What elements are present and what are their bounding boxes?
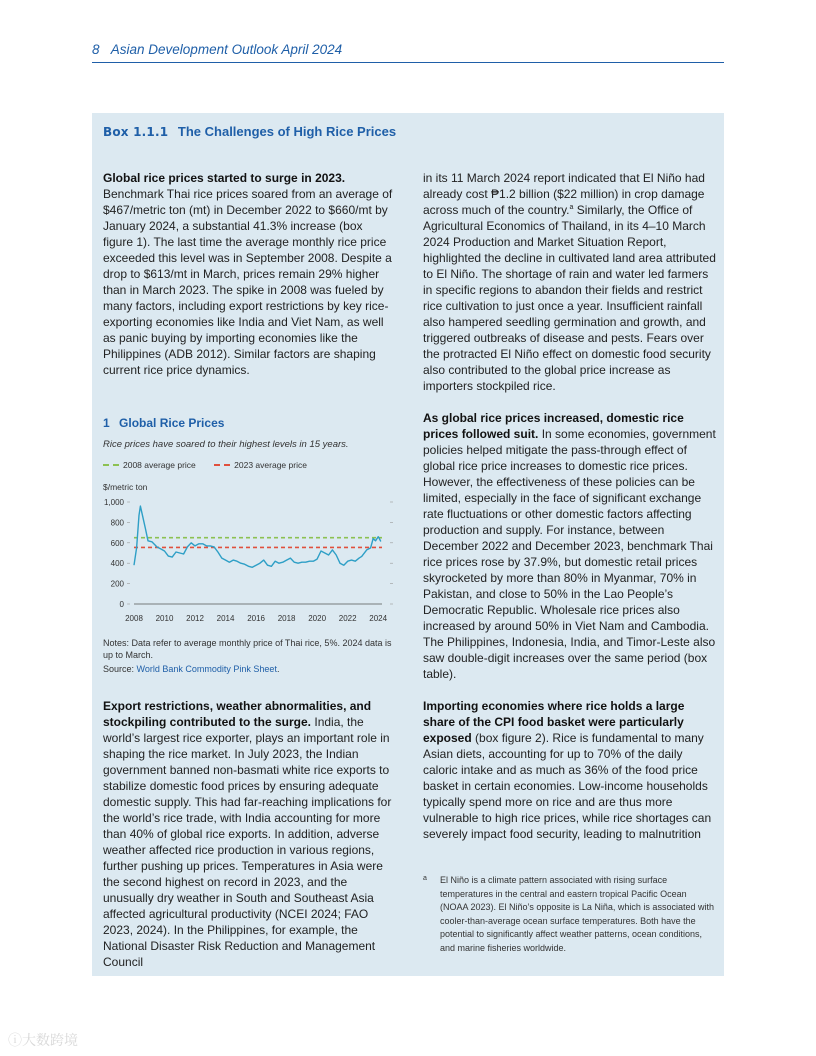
y-tick-label: 800 [110, 518, 124, 528]
legend-item [103, 460, 196, 470]
watermark: ⓘ大数跨境 [8, 1032, 78, 1048]
paragraph [103, 170, 393, 378]
box-heading: The Challenges of High Rice Prices [177, 124, 397, 139]
x-tick-label: 2016 [247, 614, 265, 623]
y-axis-unit: $/metric ton [103, 482, 148, 492]
chart-legend [103, 458, 323, 470]
paragraph-lead: Export restrictions, weather abnormalities, and stockpiling contributed to the surge. [103, 699, 372, 729]
legend-label: 2008 average price [123, 460, 196, 470]
y-tick-label: 600 [110, 538, 124, 548]
paragraph-text: (box figure 2). Rice is fundamental to many Asian diets, accounting for up to 70% of the daily caloric intake and as much as 36% of the food price basket in certain economies. Low-income households typically spend more on rice and are thus more vulnerable to high rice prices, while rice shortages can severely impact food security, leading to malnutrition [423, 731, 712, 841]
paragraph-lead: Global rice prices started to surge in 2023. [103, 171, 346, 185]
figure-number: 1 [103, 416, 110, 430]
paragraph-text: Similarly, the Office of Agricultural Economics of Thailand, in its 4–10 March 2024 Production and Market Situation Report, highlighted the decline in cultivated land area attributed to El Niño. The shortage of rain and water led farmers in specific regions to abandon their fields and restrict rice cultivation to just once a year. Insufficient rainfall also hampered seedling germination and growth, and triggered outbreaks of disease and pests. Fears over the protracted El Niño effect on domestic food security also contributed to the global price increase as importers stockpiled rice. [423, 203, 716, 393]
x-tick-label: 2010 [155, 614, 174, 623]
paragraph-text: In some economies, government policies helped mitigate the pass-through effect of global rice price increases to domestic rice prices. However, the effectiveness of these policies can be limited, especially in the face of significant exchange rate fluctuations or other domestic factors affecting production and supply. For instance, between December 2022 and December 2023, benchmark Thai rice prices rose by 37.9%, but domestic retail prices skyrocketed by more than 80% in Myanmar, 70% in Pakistan, and close to 50% in the Lao People’s Democratic Republic. Wholesale rice prices also increased by around 50% in Viet Nam and Cambodia. The Philippines, Indonesia, India, and Timor-Leste also saw double-digit increases over the same period (box table). [423, 427, 716, 681]
header-divider [92, 62, 724, 63]
left-column-top [103, 170, 393, 378]
footnote-ref[interactable]: a [569, 204, 574, 211]
paragraph [423, 170, 717, 394]
paragraph [423, 410, 717, 682]
x-tick-label: 2008 [125, 614, 143, 623]
paragraph [103, 698, 393, 970]
running-header [92, 42, 724, 57]
figure-subtitle: Rice prices have soared to their highest levels in 15 years. [103, 439, 349, 450]
y-tick-label: 400 [110, 559, 124, 569]
x-tick-label: 2018 [277, 614, 296, 623]
series-line [134, 506, 381, 567]
footnote-mark: a [423, 875, 427, 882]
x-tick-label: 2012 [186, 614, 204, 623]
legend-label: 2023 average price [234, 460, 307, 470]
footnote-text: El Niño is a climate pattern associated with rising surface temperatures in the central and eastern tropical Pacific Ocean (NOAA 2023). El Niño’s opposite is La Niña, which is associated with cooler-than-average ocean surface temperatures. Both have the potential to significantly affect weather patterns, ocean conditions, and marine fisheries worldwide. [440, 875, 714, 953]
x-tick-label: 2014 [216, 614, 235, 623]
paragraph-lead: As global rice prices increased, domestic rice prices followed suit. [423, 411, 684, 441]
legend-item [214, 460, 307, 470]
x-tick-label: 2024 [369, 614, 388, 623]
page-number: 8 [92, 42, 100, 57]
paragraph [423, 698, 717, 842]
paragraph-text: Benchmark Thai rice prices soared from an average of $467/metric ton (mt) in December 2022 to $660/mt by January 2024, a substantial 41.3% increase (box figure 1). The last time the average monthly rice price exceeded this level was in September 2008. Despite a drop to $613/mt in March, prices remain 29% higher than in March 2023. The spike in 2008 was fueled by many factors, including export restrictions by key rice-exporting economies like India and Viet Nam, as well as panic buying by importing economies like the Philippines (ADB 2012). Similar factors are shaping current rice price dynamics. [103, 187, 393, 377]
figure-notes [103, 637, 393, 677]
footnote [423, 874, 717, 955]
publication-title: Asian Development Outlook April 2024 [110, 42, 343, 57]
figure-heading: Global Rice Prices [119, 416, 225, 430]
legend-swatch-red [214, 464, 230, 466]
y-tick-label: 200 [110, 579, 124, 589]
figure-title [103, 416, 224, 430]
paragraph-text: India, the world’s largest rice exporter, plays an important role in shaping the rice market. In July 2023, the Indian government banned non-basmati white rice exports to stabilize domestic food prices by ensuring adequate domestic supply. This had far-reaching implications for the world’s rice trade, with India accounting for more than 40% of global rice exports. In addition, adverse weather affected rice production in various regions, further pushing up prices. Temperatures in Asia were the second highest on record in 2023, and the unusually dry weather in South and Southeast Asia affected agricultural productivity (NCEI 2024; FAO 2023, 2024). In the Philippines, for example, the National Disaster Risk Reduction and Management Council [103, 715, 392, 969]
x-tick-label: 2020 [308, 614, 327, 623]
box-title [103, 124, 396, 139]
source-end: . [276, 664, 280, 674]
box-code: Box 1.1.1 [103, 125, 169, 139]
source-line [103, 663, 393, 675]
y-tick-label: 1,000 [103, 498, 124, 507]
source-label: Source: [103, 664, 135, 674]
y-tick-label: 0 [119, 600, 124, 609]
paragraph-text: in its 11 March 2024 report indicated that El Niño had already cost ₱1.2 billion ($22 million) in crop damage across much of the country. [423, 171, 705, 217]
legend-swatch-green [103, 464, 119, 466]
left-column-bottom [103, 698, 393, 970]
right-column [423, 170, 717, 842]
x-tick-label: 2022 [338, 614, 357, 623]
source-link[interactable]: World Bank Commodity Pink Sheet [136, 664, 277, 674]
rice-price-chart [96, 490, 396, 628]
notes-text: Notes: Data refer to average monthly price of Thai rice, 5%. 2024 data is up to March. [103, 638, 392, 660]
paragraph-lead: Importing economies where rice holds a large share of the CPI food basket were particularly exposed [423, 699, 685, 745]
